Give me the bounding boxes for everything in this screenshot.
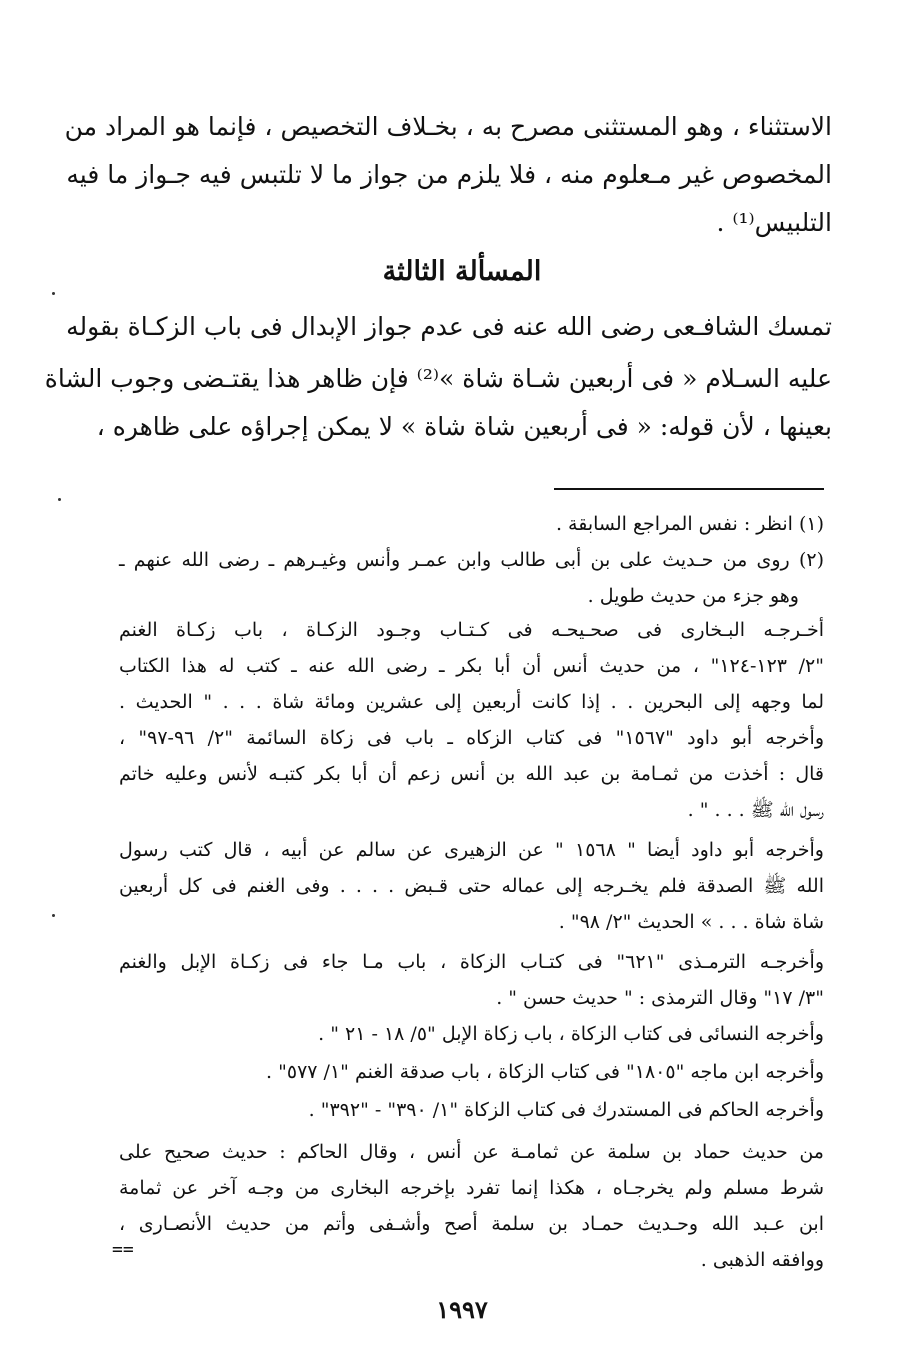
footnote-line: الله ﷺ الصدقة فلم يخـرجه إلى عماله حتى قـبض . . . . وفى الغنم فى كل أربعين (119, 875, 824, 897)
footnote-line: قال : أخذت من ثمـامة بن عبد الله بن أنس زعم أن أبا بكر كتبـه لأنس وعليه خاتم (119, 763, 824, 785)
main-text-line-1: الاستثناء ، وهو المستثنى مصرح به ، بخـلاف التخصيص ، فإنما هو المراد من (64, 112, 832, 141)
footnote-line: "٢/ ١٢٣-١٢٤" ، من حديث أنس أن أبا بكر ـ رضى الله عنه ـ كتب له هذا الكتاب (119, 655, 824, 677)
footnote-line: رسول الله ﷺ . . . " . (687, 799, 824, 821)
footnote-line: وهو جزء من حديث طويل . (587, 585, 799, 607)
footnote-line: (١) انظر : نفس المراجع السابقة . (555, 513, 824, 535)
page-number: ١٩٩٧ (436, 1295, 488, 1324)
footnote-line: ووافقه الذهبى . (700, 1249, 824, 1271)
footnote-line: لما وجهه إلى البحرين . . إذا كانت أربعين إلى عشرين ومائة شاة . . . " الحديث . (119, 691, 824, 713)
footnote-line: "٣/ ١٧" وقال الترمذى : " حديث حسن " . (496, 987, 824, 1009)
footnote-line: وأخرجه ابن ماجه "١٨٠٥" فى كتاب الزكاة ، باب صدقة الغنم "١/ ٥٧٧" . (266, 1061, 824, 1083)
footnote-line: أخـرجـه البـخارى فى صحـيحـه فى كـتـاب وجـود الزكـاة ، باب زكـاة الغنم (119, 619, 824, 641)
section-heading: المسألة الثالثة (382, 256, 542, 287)
continuation-marker: == (112, 1239, 134, 1260)
footnote-line: وأخرجه النسائى فى كتاب الزكاة ، باب زكاة الإبل "٥/ ١٨ - ٢١ " . (318, 1023, 824, 1045)
paragraph-line-1: تمسك الشافـعى رضى الله عنه فى عدم جواز الإبدال فى باب الزكـاة بقوله (66, 312, 832, 341)
footnote-line: شرط مسلم ولم يخرجـاه ، هكذا إنما تفرد بإخرجه البخارى من وجـه آخر عن ثمامة (119, 1177, 824, 1199)
footnote-separator-rule (554, 488, 824, 490)
footnote-line: وأخرجـه الترمـذى "٦٢١" فى كتـاب الزكاة ، باب مـا جاء فى زكـاة الإبل والغنم (119, 951, 824, 973)
footnote-line: ابن عـبد الله وحـديث حمـاد بن سلمة أصح وأشـفى وأتم من حديث الأنصـارى ، (119, 1213, 824, 1235)
footnote-line: وأخرجه الحاكم فى المستدرك فى كتاب الزكاة "١/ ٣٩٠" - "٣٩٢" . (308, 1099, 824, 1121)
scan-speck (52, 292, 55, 295)
main-text-line-3: التلبيس⁽¹⁾ . (716, 208, 832, 237)
paragraph-line-2: عليه السـلام « فى أربعين شـاة شاة »⁽²⁾ فإن ظاهر هذا يقتـضى وجوب الشاة (44, 364, 832, 393)
footnote-line: من حديث حماد بن سلمة عن ثمامـة عن أنس ، وقال الحاكم : حديث صحيح على (119, 1141, 824, 1163)
footnote-line: وأخرجه أبو داود "١٥٦٧" فى كتاب الزكاه ـ باب فى زكاة السائمة "٢/ ٩٦-٩٧" ، (119, 727, 824, 749)
scan-speck (58, 498, 61, 501)
footnote-line: وأخرجه أبو داود أيضا " ١٥٦٨ " عن الزهيرى عن سالم عن أبيه ، قال كتب رسول (119, 839, 824, 861)
footnote-line: شاة شاة . . . » الحديث "٢/ ٩٨" . (558, 911, 824, 933)
main-text-line-2: المخصوص غير مـعلوم منه ، فلا يلزم من جواز ما لا تلتبس فيه جـواز ما فيه (66, 160, 832, 189)
footnote-line: (٢) روى من حـديث على بن أبى طالب وابن عمـر وأنس وغيـرهم ـ رضى الله عنهم ـ (119, 549, 824, 571)
paragraph-line-3: بعينها ، لأن قوله: « فى أربعين شاة شاة » لا يمكن إجراؤه على ظاهره ، (96, 412, 832, 441)
scan-speck (52, 914, 55, 917)
